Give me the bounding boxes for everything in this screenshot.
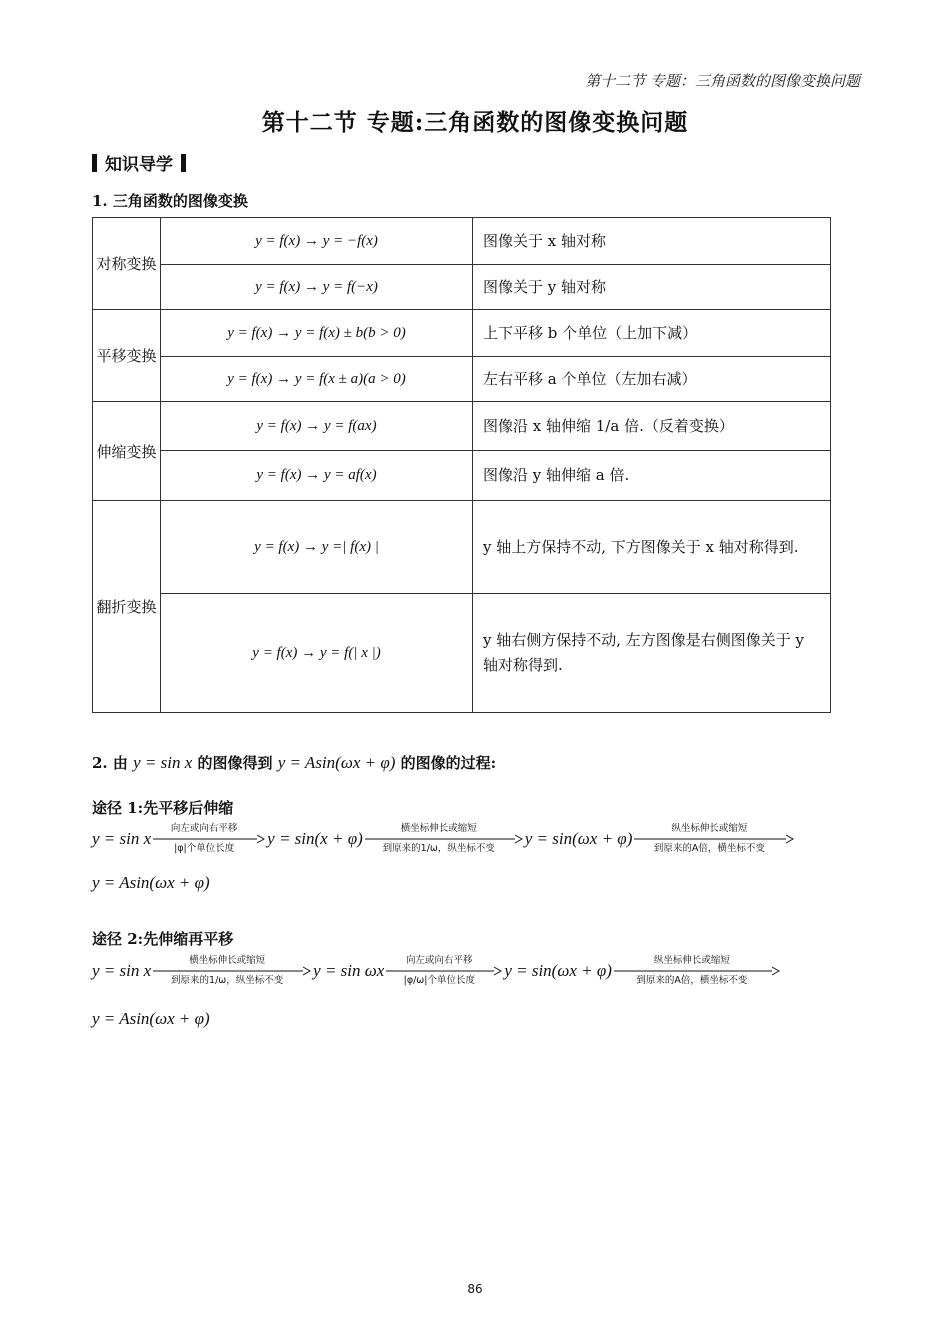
transform-arrow xyxy=(386,955,502,986)
page-title: 第十二节 专题:三角函数的图像变换问题 xyxy=(261,109,689,136)
description-cell: 图像沿 x 轴伸缩 1/a 倍.（反着变换） xyxy=(473,402,831,451)
section-label: 知识导学 xyxy=(105,155,173,175)
table-row xyxy=(93,357,831,402)
heading2-suffix: 的图像的过程: xyxy=(395,754,497,772)
formula-cell: y = f(x) → y = f(x ± a)(a > 0) xyxy=(161,357,473,402)
arrow-top-label: 纵坐标伸长或缩短 xyxy=(671,823,748,834)
route2-expr: y = sin(ωx + φ) xyxy=(504,961,612,980)
transform-arrow xyxy=(153,955,311,986)
arrow-top-label: 横坐标伸长或缩短 xyxy=(189,955,266,966)
transformation-table xyxy=(92,217,831,713)
category-cell: 对称变换 xyxy=(93,218,161,310)
route1-expr: y = sin(x + φ) xyxy=(267,829,363,848)
arrow-top-label: 横坐标伸长或缩短 xyxy=(400,823,477,834)
section-bar-right xyxy=(181,154,186,172)
transform-arrow xyxy=(634,823,794,854)
section-tag xyxy=(92,150,186,175)
formula-cell: y = f(x) → y = f(−x) xyxy=(161,265,473,310)
route2-label: 途径 2:先伸缩再平移 xyxy=(92,930,234,948)
description-cell: 图像关于 y 轴对称 xyxy=(473,265,831,310)
heading-process xyxy=(92,752,496,773)
arrow-bottom-label: 到原来的1/ω，纵坐标不变 xyxy=(382,843,495,854)
heading2-mid: 的图像得到 xyxy=(192,754,278,772)
description-cell: 图像沿 y 轴伸缩 a 倍. xyxy=(473,451,831,501)
table-row xyxy=(93,451,831,501)
heading2-expr2: y = Asin(ωx + φ) xyxy=(277,753,396,772)
route1-expr: y = sin x xyxy=(92,829,152,848)
transform-arrow xyxy=(365,823,523,854)
formula-cell: y = f(x) → y =| f(x) | xyxy=(161,501,473,594)
arrow-bottom-label: |φ/ω|个单位长度 xyxy=(403,975,475,986)
category-cell: 翻折变换 xyxy=(93,501,161,713)
transform-arrow xyxy=(614,955,780,986)
transform-arrow xyxy=(153,823,265,854)
description-cell: 左右平移 a 个单位（左加右减） xyxy=(473,357,831,402)
route2-result: y = Asin(ωx + φ) xyxy=(92,1009,210,1028)
formula-cell: y = f(x) → y = −f(x) xyxy=(161,218,473,265)
route1-flow xyxy=(92,823,796,854)
table-row xyxy=(93,501,831,594)
arrow-bottom-label: 到原来的1/ω，纵坐标不变 xyxy=(171,975,284,986)
arrow-bottom-label: 到原来的A倍，横坐标不变 xyxy=(653,843,765,854)
heading2-expr1: y = sin x xyxy=(133,753,193,772)
table-row xyxy=(93,218,831,265)
category-cell: 伸缩变换 xyxy=(93,402,161,501)
running-header: 第十二节 专题：三角函数的图像变换问题 xyxy=(585,72,860,90)
formula-cell: y = f(x) → y = f(x) ± b(b > 0) xyxy=(161,310,473,357)
route2-expr: y = sin x xyxy=(92,961,152,980)
arrow-bottom-label: |φ|个单位长度 xyxy=(174,843,235,854)
table-row xyxy=(93,310,831,357)
description-cell: 上下平移 b 个单位（上加下减） xyxy=(473,310,831,357)
formula-cell: y = f(x) → y = f(ax) xyxy=(161,402,473,451)
heading-transformations: 1. 三角函数的图像变换 xyxy=(92,192,248,210)
route1-label: 途径 1:先平移后伸缩 xyxy=(92,799,234,817)
table-row xyxy=(93,265,831,310)
description-cell: y 轴上方保持不动, 下方图像关于 x 轴对称得到. xyxy=(473,501,831,594)
arrow-top-label: 纵坐标伸长或缩短 xyxy=(653,955,730,966)
route2-expr: y = sin ωx xyxy=(313,961,385,980)
arrow-top-label: 向左或向右平移 xyxy=(406,955,473,966)
section-bar-left xyxy=(92,154,97,172)
route1-result: y = Asin(ωx + φ) xyxy=(92,873,210,892)
route2-flow xyxy=(92,955,782,986)
formula-cell: y = f(x) → y = af(x) xyxy=(161,451,473,501)
table-row xyxy=(93,402,831,451)
formula-cell: y = f(x) → y = f(| x |) xyxy=(161,594,473,713)
arrow-bottom-label: 到原来的A倍，横坐标不变 xyxy=(636,975,748,986)
category-cell: 平移变换 xyxy=(93,310,161,402)
description-cell: y 轴右侧方保持不动, 左方图像是右侧图像关于 y 轴对称得到. xyxy=(473,594,831,713)
heading2-prefix: 2. 由 xyxy=(92,754,134,772)
route1-expr: y = sin(ωx + φ) xyxy=(524,829,633,848)
page-number: 86 xyxy=(467,1282,483,1296)
description-cell: 图像关于 x 轴对称 xyxy=(473,218,831,265)
table-row xyxy=(93,594,831,713)
arrow-top-label: 向左或向右平移 xyxy=(170,823,238,834)
